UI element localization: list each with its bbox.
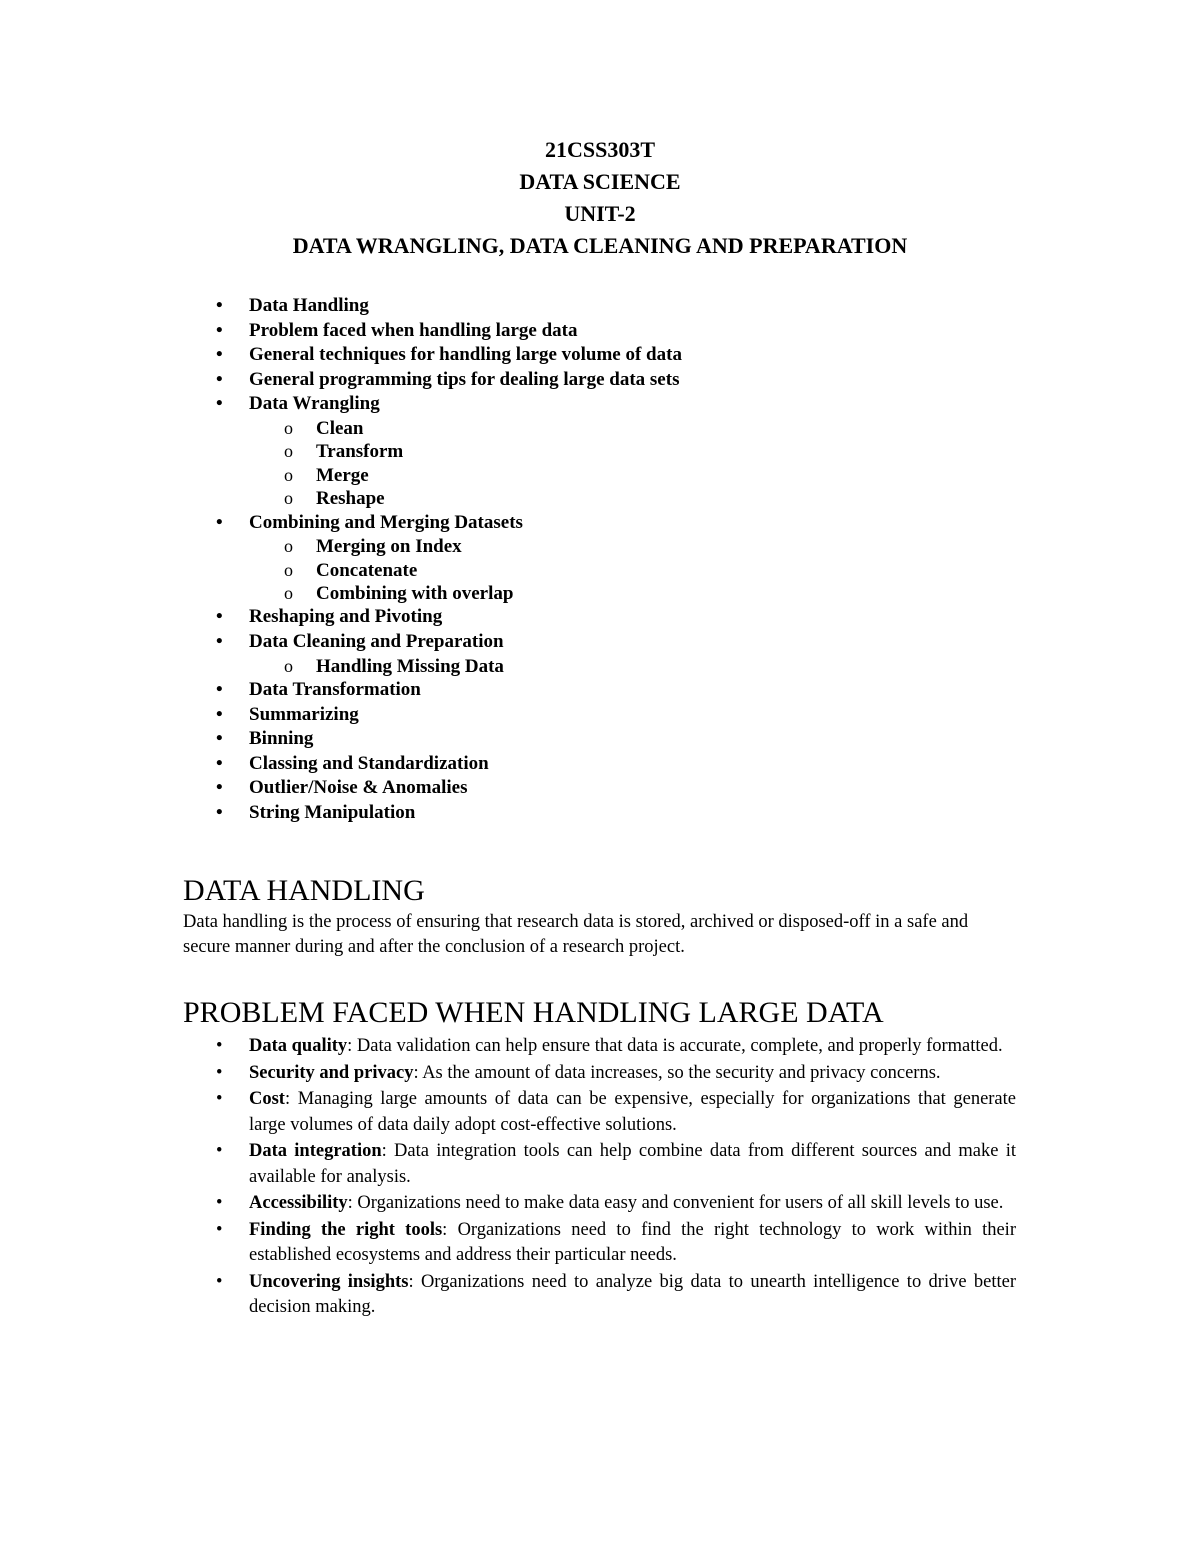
problem-item [216,1270,1016,1321]
topic-label: Summarizing [249,703,359,725]
topic-item [216,392,682,510]
course-code: 21CSS303T [544,137,656,162]
topic-item [216,368,682,393]
subtopic-item: o Merge [249,464,682,487]
data-handling-paragraph: Data handling is the process of ensuring that research data is stored, archived or disposed-off in a safe and secure manner during and after the conclusion of a research project. [183,912,969,957]
problems-list [216,1034,1016,1322]
problem-term: Uncovering insights [249,1271,409,1292]
topic-item [216,511,682,606]
subtopic-item: o Reshape [249,487,682,510]
topic-item [216,678,682,703]
subtopic-list [249,535,682,605]
problem-item [216,1087,1016,1138]
subtopic-item: o Clean [249,417,682,440]
problems-heading: PROBLEM FACED WHEN HANDLING LARGE DATA [183,996,884,1029]
problem-term: Cost [249,1089,285,1109]
title-block [0,134,1200,262]
problem-item [216,1191,1016,1217]
topic-label: General programming tips for dealing large data sets [249,368,680,390]
topic-label: Problem faced when handling large data [249,319,578,341]
topic-label: Data Cleaning and Preparation [249,631,504,652]
subtopic-item: o Combining with overlap [249,582,682,605]
topic-label: Data Handling [249,295,369,316]
problem-term: Data quality [249,1036,348,1056]
topic-item [216,319,682,344]
subtopic-item: o Transform [249,440,682,463]
topic-item [216,294,682,319]
course-name: DATA SCIENCE [519,169,681,194]
problem-term: Security and privacy [249,1062,414,1083]
topic-item [216,605,682,630]
subtopic-item: o Concatenate [249,559,682,582]
topic-item [216,801,682,826]
subtopic-item: o Merging on Index [249,535,682,558]
problem-item [216,1034,1016,1060]
topic-label: Classing and Standardization [249,752,489,774]
topic-label: Binning [249,728,314,750]
problem-term: Finding the right tools [249,1219,443,1240]
problem-item [216,1061,1016,1087]
unit-number: UNIT-2 [564,201,636,226]
topic-list [216,294,682,826]
problem-description: : Organizations need to analyze big data to unearth intelligence to drive better decision making. [249,1271,1016,1317]
topic-label: Data Transformation [249,679,421,700]
problem-term: Accessibility [249,1193,348,1213]
subtopic-list [249,417,682,511]
subtopic-list [249,655,682,678]
topic-label: String Manipulation [249,801,416,823]
unit-title: DATA WRANGLING, DATA CLEANING AND PREPARATION [292,233,908,258]
topic-item [216,776,682,801]
subtopic-item: o Handling Missing Data [249,655,682,678]
problem-description: : Organizations need to find the right technology to work within their established ecosystems and address their particular needs. [249,1219,1016,1265]
problem-item [216,1139,1016,1190]
problem-description: : Managing large amounts of data can be expensive, especially for organizations that generate large volumes of data daily adopt cost-effective solutions. [249,1089,1016,1135]
topic-label: General techniques for handling large volume of data [249,344,682,366]
problem-description: : Organizations need to make data easy and convenient for users of all skill levels to use. [347,1193,1004,1213]
topic-label: Data Wrangling [249,393,380,415]
problem-description: : As the amount of data increases, so the security and privacy concerns. [413,1062,941,1083]
topic-label: Reshaping and Pivoting [249,606,443,628]
topic-item [216,630,682,678]
topic-item [216,727,682,752]
topic-label: Combining and Merging Datasets [249,511,523,533]
topic-label: Outlier/Noise & Anomalies [249,777,468,799]
topic-item [216,703,682,728]
data-handling-heading: DATA HANDLING [183,874,425,907]
problem-description: : Data validation can help ensure that data is accurate, complete, and properly formatted. [347,1036,1003,1056]
topic-item [216,752,682,777]
problem-description: : Data integration tools can help combine data from different sources and make it available for analysis. [249,1141,1017,1187]
topic-item [216,343,682,368]
problem-item [216,1218,1016,1269]
problem-term: Data integration [249,1141,382,1161]
